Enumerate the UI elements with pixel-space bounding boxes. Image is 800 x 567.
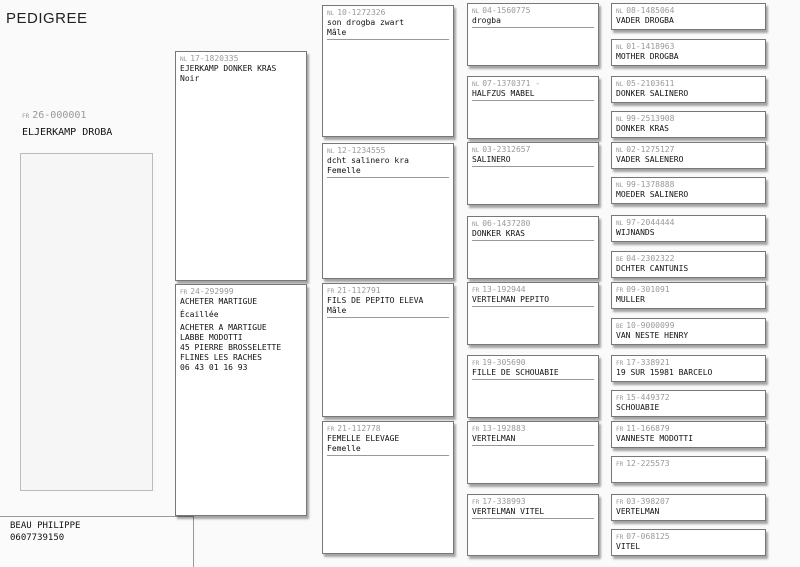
dam-ring (180, 287, 302, 296)
gggp-ring-number: 11-166879 (626, 424, 670, 433)
gggp-country: NL (616, 8, 624, 15)
gggp-card[interactable] (611, 421, 766, 448)
gggp-card[interactable] (611, 282, 766, 309)
ggp-name: VERTELMAN (472, 434, 594, 446)
gggp-name: MOTHER DROGBA (616, 52, 679, 61)
ggp-ring-number: 19-305690 (482, 358, 526, 367)
gggp-country: FR (616, 287, 624, 294)
gggp-name: MOEDER SALINERO (616, 190, 689, 199)
gggp-country: NL (616, 147, 624, 154)
gggp-country: BE (616, 256, 624, 263)
grandparent-country: FR (327, 426, 335, 433)
gggp-country: NL (616, 220, 624, 227)
gggp-card[interactable] (611, 111, 766, 138)
gggp-ring (616, 497, 761, 506)
photo-frame (20, 153, 153, 491)
owner-name: BEAU PHILIPPE (10, 521, 81, 531)
gggp-ring (616, 424, 761, 433)
ggp-ring-number: 06-1437280 (482, 219, 531, 228)
gggp-ring (616, 6, 761, 15)
ggp-country: NL (472, 81, 480, 88)
ggp-ring (472, 79, 594, 88)
sire-name: EJERKAMP DONKER KRAS (180, 64, 277, 73)
gggp-country: NL (616, 44, 624, 51)
gggp-card[interactable] (611, 177, 766, 204)
grandparent-sex: Mâle (327, 28, 449, 40)
gggp-card[interactable] (611, 76, 766, 103)
grandparent-card[interactable] (322, 5, 454, 137)
gggp-ring-number: 15-449372 (626, 393, 670, 402)
gggp-ring-number: 97-2044444 (626, 218, 675, 227)
gggp-ring (616, 285, 761, 294)
gggp-name: VITEL (616, 542, 641, 551)
grandparent-sex: Femelle (327, 444, 449, 456)
grandparent-country: FR (327, 288, 335, 295)
gggp-name: DONKER SALINERO (616, 89, 689, 98)
ggp-country: FR (472, 287, 480, 294)
gggp-ring-number: 01-1418963 (626, 42, 675, 51)
dam-breeder-line: ACHETER A MARTIGUE (180, 323, 267, 332)
sire-ring (180, 54, 302, 63)
ggp-ring-number: 17-338993 (482, 497, 526, 506)
gggp-country: FR (616, 499, 624, 506)
great-grandparent-card[interactable] (467, 494, 599, 556)
grandparent-sex: Femelle (327, 166, 449, 178)
ggp-ring (472, 6, 594, 15)
grandparent-name: dcht salinero kra (327, 156, 409, 165)
grandparent-ring (327, 286, 449, 295)
ggp-ring-number: 07-1370371 - (482, 79, 541, 88)
owner-phone: 0607739150 (10, 533, 65, 543)
gggp-ring (616, 459, 761, 468)
dam-breeder-line: LABBE MODOTTI (180, 333, 243, 342)
ggp-ring (472, 145, 594, 154)
gggp-card[interactable] (611, 456, 766, 483)
grandparent-ring-number: 21-112778 (337, 424, 381, 433)
great-grandparent-card[interactable] (467, 421, 599, 484)
dam-name: ACHETER MARTIGUE (180, 297, 258, 306)
gggp-name: VADER DROGBA (616, 16, 674, 25)
subject-ring (22, 110, 112, 121)
dam-breeder-line: 45 PIERRE BROSSELETTE (180, 343, 282, 352)
ggp-name: VERTELMAN PEPITO (472, 295, 594, 307)
ggp-country: FR (472, 426, 480, 433)
great-grandparent-card[interactable] (467, 3, 599, 66)
gggp-ring-number: 17-338921 (626, 358, 670, 367)
gggp-name: VAN NESTE HENRY (616, 331, 689, 340)
grandparent-name: son drogba zwart (327, 18, 405, 27)
gggp-ring-number: 08-1485064 (626, 6, 675, 15)
gggp-card[interactable] (611, 529, 766, 556)
gggp-ring (616, 321, 761, 330)
gggp-country: FR (616, 461, 624, 468)
grandparent-ring-number: 21-112791 (337, 286, 381, 295)
sire-color: Noir (180, 74, 200, 83)
gggp-ring (616, 358, 761, 367)
ggp-country: NL (472, 8, 480, 15)
gggp-country: FR (616, 360, 624, 367)
gggp-ring (616, 180, 761, 189)
subject-ring-number: 26-000001 (32, 110, 87, 121)
gggp-ring-number: 02-1275127 (626, 145, 675, 154)
gggp-ring-number: 99-2513908 (626, 114, 675, 123)
ggp-ring (472, 285, 594, 294)
owner-box (0, 516, 194, 567)
great-grandparent-card[interactable] (467, 142, 599, 205)
gggp-card[interactable] (611, 3, 766, 30)
gggp-name: MULLER (616, 295, 645, 304)
gggp-ring (616, 254, 761, 263)
ggp-ring (472, 424, 594, 433)
gggp-ring-number: 04-2302322 (626, 254, 675, 263)
gggp-ring (616, 79, 761, 88)
grandparent-sex: Mâle (327, 306, 449, 318)
ggp-ring-number: 04-1560775 (482, 6, 531, 15)
gggp-card[interactable] (611, 355, 766, 382)
gggp-country: NL (616, 81, 624, 88)
gggp-ring-number: 99-1378888 (626, 180, 675, 189)
gggp-country: NL (616, 116, 624, 123)
ggp-country: NL (472, 147, 480, 154)
gggp-card[interactable] (611, 318, 766, 345)
great-grandparent-card[interactable] (467, 76, 599, 139)
ggp-ring-number: 13-192883 (482, 424, 526, 433)
gggp-name: 19 SUR 15981 BARCELO (616, 368, 713, 377)
grandparent-name: FILS DE PEPITO ELEVA (327, 296, 424, 305)
gggp-card[interactable] (611, 215, 766, 242)
grandparent-country: NL (327, 10, 335, 17)
ggp-name: DONKER KRAS (472, 229, 594, 241)
grandparent-ring (327, 8, 449, 17)
ggp-country: NL (472, 221, 480, 228)
gggp-ring-number: 10-9000099 (626, 321, 675, 330)
great-grandparent-card[interactable] (467, 355, 599, 418)
ggp-ring (472, 358, 594, 367)
dam-breeder-line: FLINES LES RACHES (180, 353, 262, 362)
gggp-name: VADER SALENERO (616, 155, 684, 164)
ggp-name: drogba (472, 16, 594, 28)
subject-country: FR (22, 113, 30, 120)
grandparent-card[interactable] (322, 421, 454, 554)
gggp-ring (616, 145, 761, 154)
gggp-name: VANNESTE MODOTTI (616, 434, 694, 443)
gggp-country: BE (616, 323, 624, 330)
gggp-ring (616, 532, 761, 541)
dam-color: Écaillée (180, 310, 219, 319)
gggp-country: FR (616, 426, 624, 433)
grandparent-card[interactable] (322, 283, 454, 417)
gggp-ring-number: 12-225573 (626, 459, 670, 468)
grandparent-country: NL (327, 148, 335, 155)
grandparent-card[interactable] (322, 143, 454, 279)
gggp-ring (616, 393, 761, 402)
gggp-country: NL (616, 182, 624, 189)
gggp-ring-number: 09-301091 (626, 285, 670, 294)
gggp-ring (616, 218, 761, 227)
ggp-ring-number: 03-2312657 (482, 145, 531, 154)
gggp-ring (616, 114, 761, 123)
great-grandparent-card[interactable] (467, 282, 599, 345)
ggp-country: FR (472, 499, 480, 506)
sire-card[interactable] (175, 51, 307, 281)
ggp-country: FR (472, 360, 480, 367)
grandparent-name: FEMELLE ELEVAGE (327, 434, 400, 443)
gggp-card[interactable] (611, 390, 766, 417)
ggp-ring (472, 219, 594, 228)
ggp-name: HALFZUS MABEL (472, 89, 594, 101)
gggp-ring-number: 03-398207 (626, 497, 670, 506)
dam-country: FR (180, 289, 188, 296)
great-grandparent-card[interactable] (467, 216, 599, 279)
gggp-name: DONKER KRAS (616, 124, 669, 133)
ggp-ring-number: 13-192944 (482, 285, 526, 294)
ggp-ring (472, 497, 594, 506)
gggp-name: WIJNANDS (616, 228, 655, 237)
grandparent-ring-number: 10-1272326 (337, 8, 386, 17)
grandparent-ring (327, 424, 449, 433)
sire-ring-number: 17-1820335 (190, 54, 239, 63)
gggp-name: DCHTER CANTUNIS (616, 264, 689, 273)
gggp-card[interactable] (611, 142, 766, 169)
dam-card[interactable] (175, 284, 307, 516)
gggp-card[interactable] (611, 494, 766, 521)
gggp-card[interactable] (611, 251, 766, 278)
subject-pigeon (22, 110, 112, 138)
gggp-name: SCHOUABIE (616, 403, 660, 412)
grandparent-ring (327, 146, 449, 155)
gggp-country: FR (616, 395, 624, 402)
ggp-name: SALINERO (472, 155, 594, 167)
gggp-ring-number: 05-2103611 (626, 79, 675, 88)
ggp-name: FILLE DE SCHOUABIE (472, 368, 594, 380)
gggp-card[interactable] (611, 39, 766, 66)
page-title: PEDIGREE (6, 10, 88, 27)
subject-name: ELJERKAMP DROBA (22, 127, 113, 138)
grandparent-ring-number: 12-1234555 (337, 146, 386, 155)
gggp-country: FR (616, 534, 624, 541)
ggp-name: VERTELMAN VITEL (472, 507, 594, 519)
dam-breeder-line: 06 43 01 16 93 (180, 363, 248, 372)
dam-ring-number: 24-292999 (190, 287, 234, 296)
gggp-ring (616, 42, 761, 51)
sire-country: NL (180, 56, 188, 63)
gggp-ring-number: 07-068125 (626, 532, 670, 541)
gggp-name: VERTELMAN (616, 507, 660, 516)
